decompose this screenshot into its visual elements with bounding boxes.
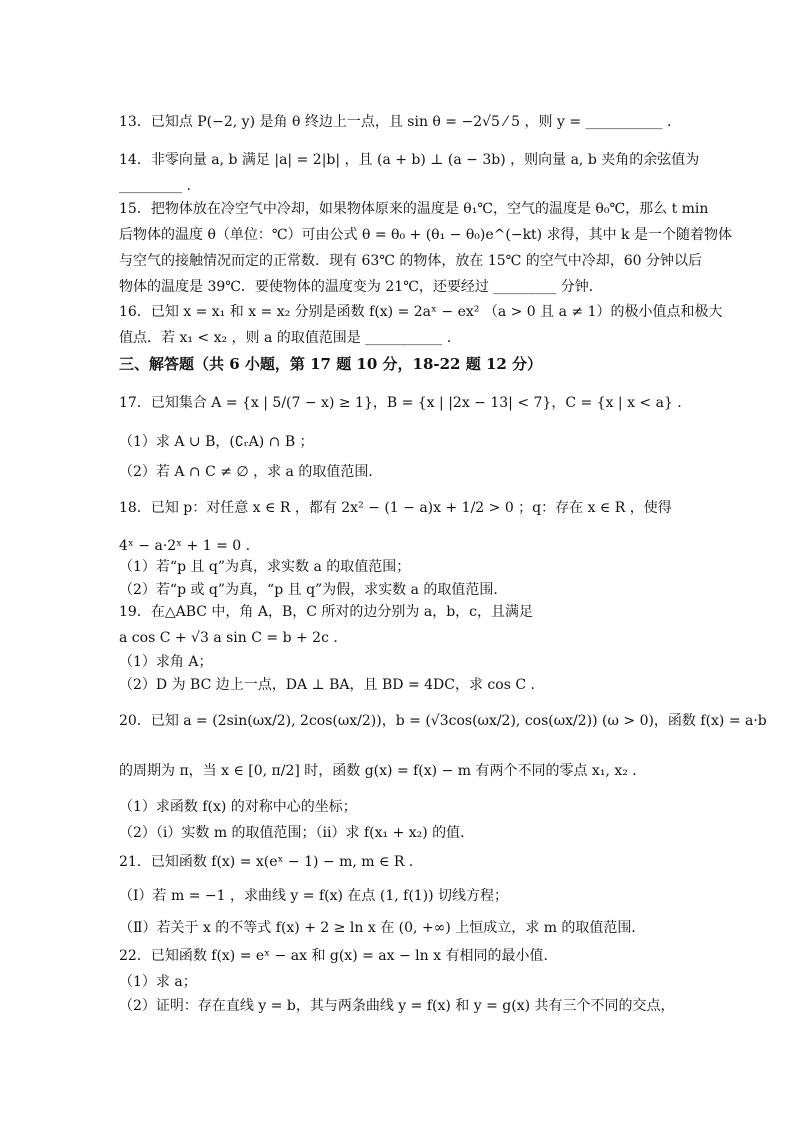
q17-line3: （2）若 A ∩ C ≠ ∅ ，求 a 的取值范围． <box>119 464 383 480</box>
question-20-line2 <box>119 761 724 781</box>
q19-line1: 19．在△ABC 中，角 A，B，C 所对的边分别为 a，b，c，且满足 <box>119 604 534 620</box>
question-19-line1 <box>119 602 724 622</box>
q20-line1: 20．已知 a = (2sin(ωx/2), 2cos(ωx/2))，b = (√3cos(ωx/2), cos(ωx/2)) (ω > 0)，函数 f(x) = a·b <box>119 713 767 729</box>
question-13 <box>119 112 724 132</box>
q16-line1: 16．已知 x = x₁ 和 x = x₂ 分别是函数 f(x) = 2aˣ − ex² （a > 0 且 a ≠ 1）的极小值点和极大 <box>119 304 723 320</box>
question-15-line2 <box>119 225 732 245</box>
q17-line1: 17．已知集合 A = {x | 5/(7 − x) ≥ 1}，B = {x | |2x − 13| < 7}，C = {x | x < a} . <box>119 395 682 411</box>
q20-line4: （2）（ⅰ）实数 m 的取值范围；（ⅱ）求 f(x₁ + x₂) 的值． <box>119 825 475 841</box>
question-18-line1 <box>119 498 724 518</box>
q21-line1: 21．已知函数 f(x) = x(eˣ − 1) − m, m ∈ R . <box>119 854 414 870</box>
q22-line1: 22．已知函数 f(x) = eˣ − ax 和 g(x) = ax − ln x 有相同的最小值． <box>119 948 558 964</box>
q21-line2: （Ⅰ）若 m = −1 ，求曲线 y = f(x) 在点 (1, f(1)) 切线方程； <box>119 888 509 904</box>
q22-line3: （2）证明：存在直线 y = b，其与两条曲线 y = f(x) 和 y = g(x) 共有三个不同的交点， <box>119 998 675 1014</box>
question-15-line3 <box>119 251 724 271</box>
q18-line3: （1）若“p 且 q”为真，求实数 a 的取值范围； <box>119 559 411 575</box>
q15-line2: 后物体的温度 θ（单位：℃）可由公式 θ = θ₀ + (θ₁ − θ₀)e^(−kt) 求得，其中 k 是一个随着物体 <box>119 227 732 243</box>
q13-line1: 13．已知点 P(−2, y) 是角 θ 终边上一点，且 sin θ = −2√5 ⁄ 5 ，则 y = ___________ . <box>119 114 672 130</box>
question-17-line3 <box>119 462 724 482</box>
q15-line4: 物体的温度是 39℃．要使物体的温度变为 21℃，还要经过 _________ 分钟． <box>119 279 603 295</box>
question-19-line4 <box>119 675 724 695</box>
q14-line2: _________ . <box>119 178 191 194</box>
q15-line3: 与空气的接触情况而定的正常数．现有 63℃ 的物体，放在 15℃ 的空气中冷却，60 分钟以后 <box>119 253 703 269</box>
question-22-line1 <box>119 946 724 966</box>
question-15-line1 <box>119 199 724 219</box>
q18-line1: 18．已知 p：对任意 x ∈ R ，都有 2x² − (1 − a)x + 1/2 > 0 ；q：存在 x ∈ R ，使得 <box>119 500 672 516</box>
q16-line2: 值点．若 x₁ < x₂ ，则 a 的取值范围是 ___________ . <box>119 330 452 346</box>
question-20-line3 <box>119 797 724 817</box>
question-16-line2 <box>119 328 724 348</box>
section-3-heading: 三、解答题（共 6 小题，第 17 题 10 分，18-22 题 12 分） <box>119 355 543 373</box>
question-17-line1 <box>119 393 724 413</box>
question-22-line2 <box>119 972 724 992</box>
q18-line2: 4ˣ − a·2ˣ + 1 = 0 . <box>119 538 251 554</box>
question-18-line3 <box>119 557 724 577</box>
q19-line4: （2）D 为 BC 边上一点，DA ⊥ BA，且 BD = 4DC，求 cos C . <box>119 677 535 693</box>
question-20-line4 <box>119 823 724 843</box>
question-21-line1 <box>119 852 724 872</box>
q15-line1: 15．把物体放在冷空气中冷却，如果物体原来的温度是 θ₁℃，空气的温度是 θ₀℃，那么 t min <box>119 201 709 217</box>
question-19-line3 <box>119 652 724 672</box>
question-18-line4 <box>119 580 724 600</box>
question-15-line4 <box>119 277 724 297</box>
question-17-line2 <box>119 432 724 452</box>
q19-line2: a cos C + √3 a sin C = b + 2c . <box>119 630 338 646</box>
q22-line2: （1）求 a； <box>119 974 197 990</box>
question-21-line3 <box>119 918 724 938</box>
q19-line3: （1）求角 A； <box>119 654 213 670</box>
q14-line1: 14．非零向量 a, b 满足 |a| = 2|b| ，且 (a + b) ⊥ (a − 3b) ，则向量 a, b 夹角的余弦值为 <box>119 152 700 168</box>
question-18-line2 <box>119 536 724 556</box>
q20-line3: （1）求函数 f(x) 的对称中心的坐标； <box>119 799 357 815</box>
q21-line3: （Ⅱ）若关于 x 的不等式 f(x) + 2 ≥ ln x 在 (0, +∞) 上恒成立，求 m 的取值范围． <box>119 920 646 936</box>
question-22-line3 <box>119 996 724 1016</box>
question-19-line2 <box>119 628 724 648</box>
q18-line4: （2）若“p 或 q”为真，“p 且 q”为假，求实数 a 的取值范围． <box>119 582 508 598</box>
question-14-line1 <box>119 150 724 170</box>
question-20-line1 <box>119 711 767 731</box>
question-14-line2 <box>119 176 724 196</box>
question-16-line1 <box>119 302 724 322</box>
q17-line2: （1）求 A ∪ B，(∁ᵣA) ∩ B ； <box>119 434 314 450</box>
question-21-line2 <box>119 886 724 906</box>
q20-line2: 的周期为 π，当 x ∈ [0, π/2] 时，函数 g(x) = f(x) − m 有两个不同的零点 x₁, x₂ . <box>119 763 637 779</box>
section-3-title <box>119 354 724 374</box>
